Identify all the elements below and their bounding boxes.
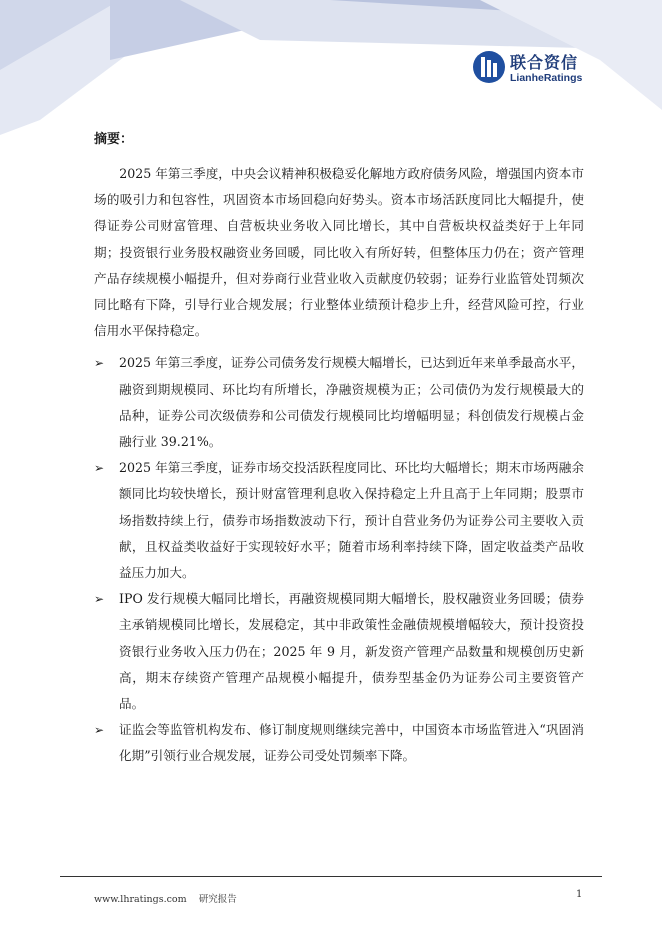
arrow-bullet-icon: ➢	[94, 461, 105, 476]
lianhe-logo-icon	[472, 50, 506, 84]
footer-website-link[interactable]: www.lhratings.com	[94, 894, 187, 905]
bullet-text: IPO 发行规模大幅同比增长，再融资规模同期大幅增长，股权融资业务回暖；债券主承销规模同比增长，发展稳定，其中非政策性金融债规模增幅较大，预计投资投资银行业务收入压力仍在；2025 年 9 月，新发资产管理产品数量和规模创历史新高，期末存续资产管理产品规模小幅提升，债券型基金仍为证券公司主要资管产品。	[119, 591, 584, 712]
abstract-section	[94, 124, 584, 770]
bullet-item	[94, 350, 584, 455]
page-number: 1	[576, 889, 583, 900]
footer-source	[94, 891, 237, 905]
bullet-text: 证监会等监管机构发布、修订制度规则继续完善中，中国资本市场监管进入“巩固消化期”引领行业合规发展，证券公司受处罚频率下降。	[119, 722, 584, 764]
bullet-item	[94, 455, 584, 586]
bullet-list	[94, 350, 584, 769]
bullet-item	[94, 717, 584, 769]
bullet-text: 2025 年第三季度，证券公司债务发行规模大幅增长，已达到近年来单季最高水平，融资到期规模同、环比均有所增长，净融资规模为正；公司债仍为发行规模最大的品种，证券公司次级债券和公司债发行规模同比均增幅明显；科创债发行规模占金融行业 39.21%。	[119, 355, 584, 450]
arrow-bullet-icon: ➢	[94, 356, 105, 371]
arrow-bullet-icon: ➢	[94, 723, 105, 738]
logo-chinese-name: 联合资信	[510, 53, 579, 72]
logo-english-name: LianheRatings	[510, 72, 583, 84]
footer-report-label: 研究报告	[198, 894, 237, 905]
bullet-item	[94, 586, 584, 717]
lianhe-logo	[472, 50, 602, 90]
abstract-title: 摘要：	[94, 132, 134, 147]
footer-divider	[60, 876, 602, 877]
abstract-paragraph: 2025 年第三季度，中央会议精神积极稳妥化解地方政府债务风险，增强国内资本市场的吸引力和包容性，巩固资本市场回稳向好势头。资本市场活跃度同比大幅提升，使得证券公司财富管理、自营板块业务收入同比增长，其中自营板块权益类好于上年同期；投资银行业务股权融资业务回暖，同比收入有所好转，但整体压力仍在；资产管理产品存续规模小幅提升，但对券商行业营业收入贡献度仍较弱；证券行业监管处罚频次同比略有下降，引导行业合规发展；行业整体业绩预计稳步上升，经营风险可控，行业信用水平保持稳定。	[94, 166, 584, 339]
arrow-bullet-icon: ➢	[94, 592, 105, 607]
bullet-text: 2025 年第三季度，证券市场交投活跃程度同比、环比均大幅增长；期末市场两融余额同比均较快增长，预计财富管理利息收入保持稳定上升且高于上年同期；股票市场指数持续上行，债券市场指数波动下行，预计自营业务仍为证券公司主要收入贡献，且权益类收益好于实现较好水平；随着市场利率持续下降，固定收益类产品收益压力加大。	[119, 460, 584, 581]
